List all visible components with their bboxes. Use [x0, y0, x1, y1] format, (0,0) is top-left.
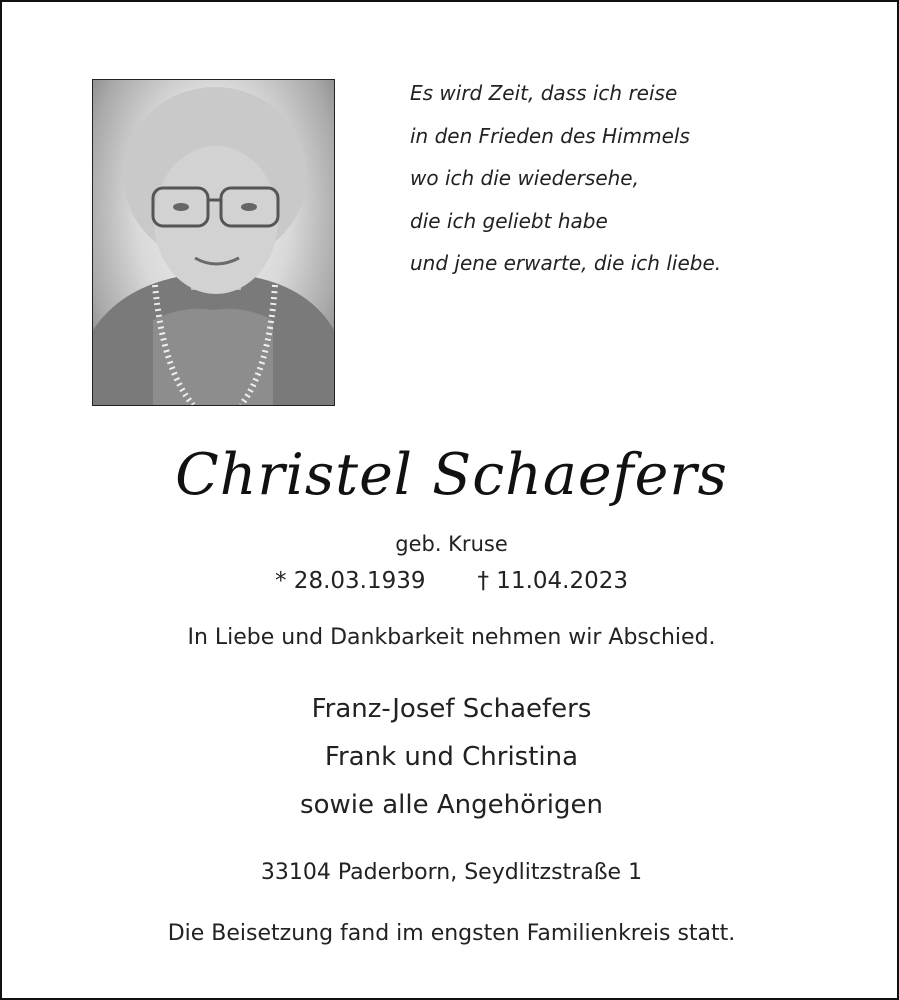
birth-date: * 28.03.1939 [275, 568, 426, 594]
address: 33104 Paderborn, Seydlitzstraße 1 [260, 860, 643, 885]
family-member: sowie alle Angehörigen [300, 790, 603, 820]
family-member: Frank und Christina [324, 742, 579, 772]
family-member: Franz-Josef Schaefers [311, 694, 592, 724]
family-list [2, 685, 899, 829]
poem-line: die ich geliebt habe [410, 208, 608, 233]
poem-line: und jene erwarte, die ich liebe. [410, 251, 722, 275]
poem-line: Es wird Zeit, dass ich reise [410, 81, 678, 105]
life-dates [2, 568, 899, 594]
deceased-name: Christel Schaefers [175, 442, 728, 508]
portrait-image [93, 80, 334, 405]
poem-line: wo ich die wiedersehe, [410, 166, 639, 190]
maiden-name: geb. Kruse [395, 532, 508, 556]
burial-note: Die Beisetzung fand im engsten Familienkreis statt. [167, 921, 736, 946]
farewell-text: In Liebe und Dankbarkeit nehmen wir Abschied. [187, 625, 716, 650]
poem [410, 72, 870, 285]
portrait-photo [92, 79, 335, 406]
death-date: † 11.04.2023 [477, 568, 628, 594]
poem-line: in den Frieden des Himmels [410, 123, 690, 148]
